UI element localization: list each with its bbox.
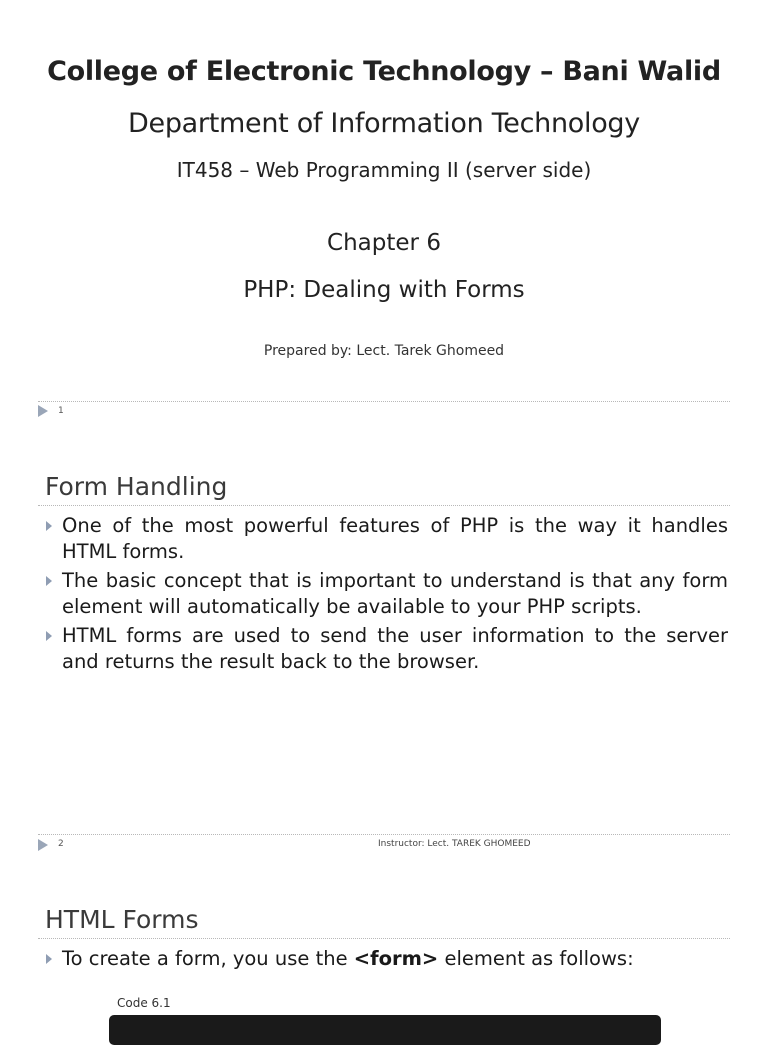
slide2-title-divider [38,505,730,506]
list-item [44,513,728,564]
slide2-page-number: 2 [58,839,64,849]
course-title: IT458 – Web Programming II (server side) [176,158,592,182]
slide2-instructor-footer: Instructor: Lect. TAREK GHOMEED [378,839,531,849]
list-item [44,946,728,972]
slide1-footer-arrow-icon [38,405,48,417]
bullet-text: HTML forms are used to send the user information to the server and returns the result back to the browser. [62,624,728,673]
prepared-by: Prepared by: Lect. Tarek Ghomeed [263,343,505,359]
slide3-bullet-list [44,946,728,976]
slide1-footer-divider [38,401,730,402]
code-block [109,1015,661,1045]
chapter-title: PHP: Dealing with Forms [243,277,525,303]
bullet-text: The basic concept that is important to understand is that any form element will automatically be available to your PHP scripts. [62,569,728,618]
code-label: Code 6.1 [117,996,171,1010]
department-name: Department of Information Technology [128,108,640,139]
form-tag-text: <form> [353,947,439,970]
college-name: College of Electronic Technology – Bani Walid [47,56,721,87]
chapter-number: Chapter 6 [327,230,441,256]
slide1-page-number: 1 [58,406,64,416]
bullet-text-suffix: element as follows: [438,947,634,970]
slide2-bullet-list [44,513,728,678]
bullet-marker-icon [46,521,52,531]
bullet-marker-icon [46,631,52,641]
bullet-text: One of the most powerful features of PHP is the way it handles HTML forms. [62,514,728,563]
slide2-footer-arrow-icon [38,839,48,851]
slide2-footer-divider [38,834,730,835]
list-item [44,623,728,674]
slide2-title: Form Handling [45,472,228,501]
list-item [44,568,728,619]
slide3-title: HTML Forms [45,905,199,934]
title-slide [0,0,768,428]
bullet-text-prefix: To create a form, you use the [62,947,354,970]
bullet-marker-icon [46,576,52,586]
bullet-marker-icon [46,954,52,964]
slide3-title-divider [38,938,730,939]
